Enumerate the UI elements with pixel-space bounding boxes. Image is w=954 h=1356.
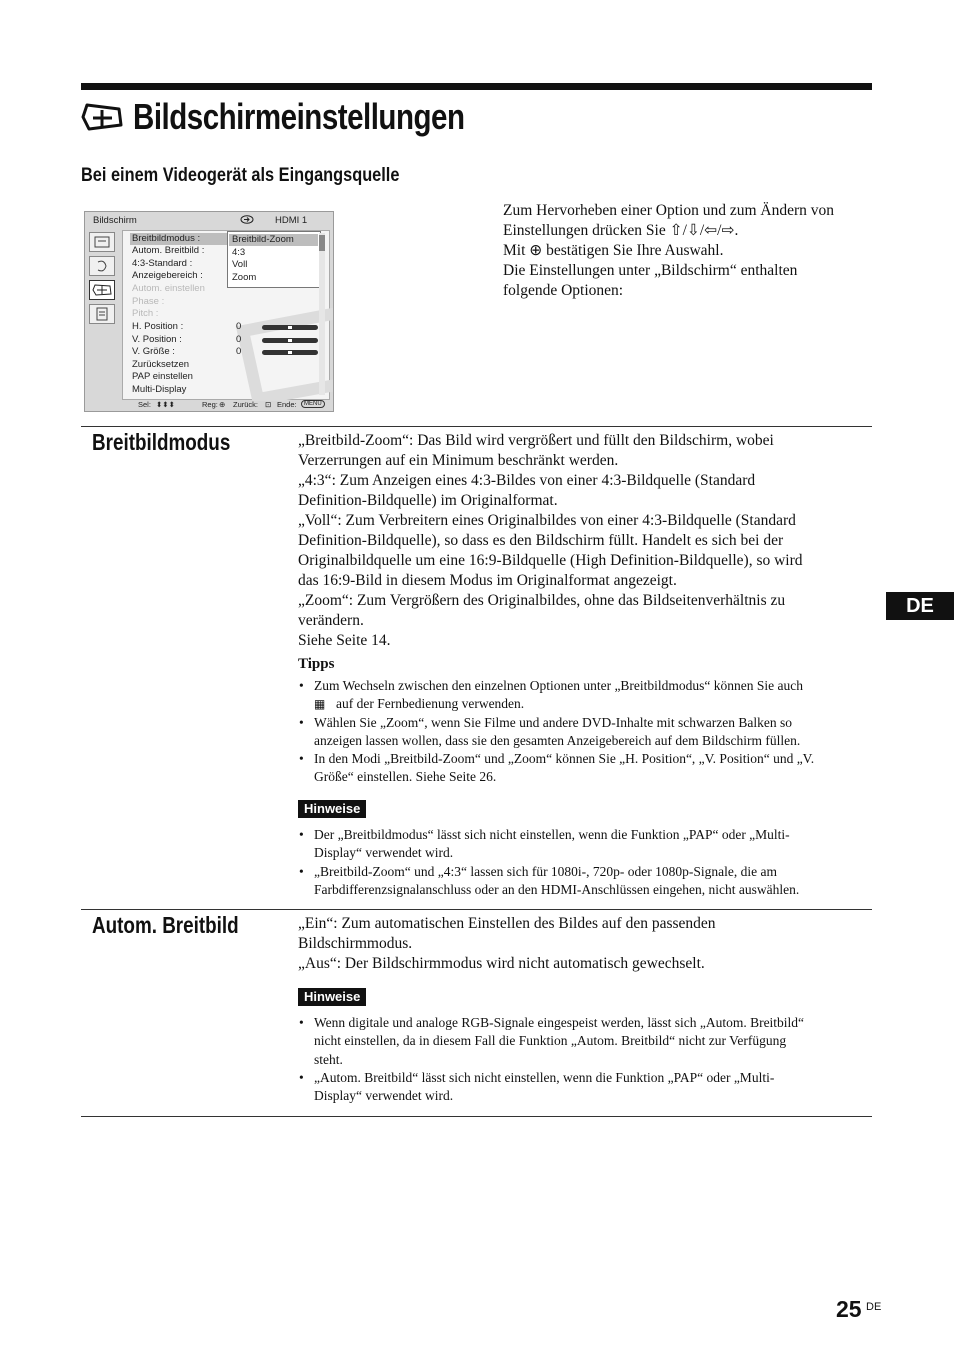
menu-value: 0 — [236, 334, 242, 345]
tip-line: anzeigen lassen wollen, dass sie den gesamten Anzeigebereich auf dem Bildschirm füllen. — [314, 732, 801, 748]
language-tab: DE — [886, 592, 954, 620]
menu-item: Autom. einstellen — [132, 283, 205, 294]
body-line: das 16:9-Bild in diesem Modus im Originalformat angezeigt. — [298, 572, 677, 589]
intro-line: folgende Optionen: — [503, 282, 624, 299]
menu-header: Bildschirm — [93, 215, 137, 226]
menu-scrollbar — [319, 233, 325, 395]
section-divider — [81, 426, 872, 427]
menu-item: Multi-Display — [132, 384, 187, 395]
note-line: nicht einstellen, da in diesem Fall die Funktion „Autom. Breitbild“ nicht zur Verfügung — [314, 1033, 787, 1049]
tip-line: auf der Fernbedienung verwenden. — [336, 696, 525, 712]
body-line: „4:3“: Zum Anzeigen eines 4:3-Bildes von einer 4:3-Bildquelle (Standard — [298, 472, 756, 489]
page-language: DE — [866, 1301, 882, 1313]
menu-item: Phase : — [132, 296, 165, 307]
setup-menu-icon — [89, 304, 115, 324]
body-line: „Aus“: Der Bildschirmmodus wird nicht automatisch gewechselt. — [298, 955, 705, 972]
section-heading: Autom. Breitbild — [92, 912, 239, 938]
page-number: 25 — [836, 1296, 862, 1322]
note-line: Display“ verwendet wird. — [314, 1088, 454, 1104]
body-line: Verzerrungen auf ein Minimum beschränkt werden. — [298, 452, 619, 469]
tip-item — [298, 677, 872, 714]
note-item — [298, 863, 872, 900]
v-size-slider — [262, 350, 318, 355]
subtitle: Bei einem Videogerät als Eingangsquelle — [81, 165, 400, 186]
menu-item: V. Größe : — [132, 346, 175, 357]
tip-item — [298, 750, 872, 787]
title-rule — [81, 83, 872, 90]
menu-item: Pitch : — [132, 308, 159, 319]
tip-line: • In den Modi „Breitbild-Zoom“ und „Zoom“ können Sie „H. Position“, „V. Position“ und „V. — [314, 751, 815, 767]
notes-list — [298, 1014, 872, 1105]
note-item — [298, 1014, 872, 1069]
screen-menu-icon — [89, 280, 115, 300]
footer-sel: Sel: — [138, 400, 151, 409]
note-line: • Wenn digitale und analoge RGB-Signale eingespeist werden, lässt sich „Autom. Breitbild“ — [314, 1015, 805, 1030]
tip-item — [298, 714, 872, 751]
notes-badge: Hinweise — [298, 988, 366, 1006]
note-line: • „Breitbild-Zoom“ und „4:3“ lassen sich für 1080i-, 720p- oder 1080p-Signale, die am — [314, 863, 778, 879]
menu-item: Breitbildmodus : — [130, 233, 228, 245]
tip-line: Größe“ einstellen. Siehe Seite 26. — [314, 769, 497, 785]
footer-end: Ende: — [277, 400, 297, 409]
body-line: „Zoom“: Zum Vergrößern des Originalbildes, ohne das Bildseitenverhältnis zu — [298, 592, 786, 609]
tip-line-with-icon — [314, 695, 872, 713]
tips-heading: Tipps — [298, 656, 335, 672]
note-line: • „Autom. Breitbild“ lässt sich nicht einstellen, wenn die Funktion „PAP“ oder „Multi- — [314, 1069, 775, 1085]
body-line: Definition-Bildquelle) im Originalformat. — [298, 492, 558, 509]
menu-item: Anzeigebereich : — [132, 270, 203, 281]
footer-back: Zurück: — [233, 400, 259, 409]
section-heading: Breitbildmodus — [92, 429, 231, 455]
menu-source: HDMI 1 — [275, 215, 308, 226]
menu-screenshot — [84, 211, 334, 412]
body-line: Originalbildquelle um eine 16:9-Bildquelle (High Definition-Bildquelle), so wird — [298, 552, 803, 569]
input-source-icon — [240, 215, 254, 224]
intro-line: Einstellungen drücken Sie ⇧/⇩/⇦/⇨. — [503, 222, 739, 239]
popup-option: Zoom — [232, 272, 257, 283]
menu-key: MENU — [301, 400, 325, 408]
note-item — [298, 826, 872, 863]
menu-panel — [122, 230, 330, 400]
page-title-row — [81, 94, 537, 140]
footer-reg: Reg: — [202, 400, 218, 409]
note-line: Display“ verwendet wird. — [314, 845, 454, 861]
note-item — [298, 1069, 872, 1106]
body-line: Definition-Bildquelle), so dass es den Bildschirm füllt. Handelt es sich bei der — [298, 532, 784, 549]
arrow-keys-icon: ⬍⬍⬍ — [156, 400, 175, 409]
enter-key-icon: ⊕ — [219, 400, 226, 409]
tip-line: • Zum Wechseln zwischen den einzelnen Optionen unter „Breitbildmodus“ können Sie auch — [314, 678, 804, 693]
h-position-slider — [262, 325, 318, 330]
section-body — [298, 431, 870, 651]
body-line: Siehe Seite 14. — [298, 632, 391, 649]
section-divider — [81, 1116, 872, 1117]
notes-badge: Hinweise — [298, 800, 366, 818]
v-position-slider — [262, 338, 318, 343]
menu-value: 0 — [236, 346, 242, 357]
menu-item: Zurücksetzen — [132, 359, 190, 370]
menu-value: 0 — [236, 321, 242, 332]
body-line: verändern. — [298, 612, 364, 629]
body-line: „Voll“: Zum Verbreitern eines Originalbildes von einer 4:3-Bildquelle (Standard — [298, 512, 796, 529]
note-line: Farbdifferenzsignalanschluss oder an den HDMI-Anschlüssen eingehen, nicht auswählen. — [314, 881, 800, 897]
menu-item: H. Position : — [132, 321, 184, 332]
sound-menu-icon — [89, 256, 115, 276]
note-line: • Der „Breitbildmodus“ lässt sich nicht einstellen, wenn die Funktion „PAP“ oder „Multi- — [314, 827, 790, 842]
menu-item: 4:3-Standard : — [132, 258, 193, 269]
popup-option: Voll — [232, 259, 248, 270]
intro-text — [503, 201, 878, 301]
option-popup — [227, 231, 321, 288]
intro-line: Zum Hervorheben einer Option und zum Ändern von — [503, 202, 835, 219]
menu-item: V. Position : — [132, 334, 182, 345]
tips-list — [298, 677, 872, 787]
back-key-icon: ⊡ — [265, 400, 272, 409]
menu-item: Autom. Breitbild : — [132, 245, 205, 256]
intro-line: Die Einstellungen unter „Bildschirm“ enthalten — [503, 262, 798, 279]
section-body — [298, 914, 870, 974]
page-title: Bildschirmeinstellungen — [133, 96, 465, 137]
body-line: „Breitbild-Zoom“: Das Bild wird vergrößert und füllt den Bildschirm, wobei — [298, 432, 774, 449]
tip-line: • Wählen Sie „Zoom“, wenn Sie Filme und andere DVD-Inhalte mit schwarzen Balken so — [314, 714, 792, 730]
body-line: „Ein“: Zum automatischen Einstellen des Bildes auf den passenden — [298, 915, 716, 932]
screen-settings-icon — [81, 99, 125, 135]
popup-option: Breitbild-Zoom — [229, 234, 318, 246]
popup-option: 4:3 — [232, 247, 246, 258]
picture-menu-icon — [89, 232, 115, 252]
intro-line: Mit ⊕ bestätigen Sie Ihre Auswahl. — [503, 242, 724, 259]
body-line: Bildschirmmodus. — [298, 935, 413, 952]
section-divider — [81, 909, 872, 910]
note-line: steht. — [314, 1051, 343, 1067]
menu-item: PAP einstellen — [132, 371, 193, 382]
wide-mode-button-icon: ▦ — [314, 697, 326, 712]
notes-list — [298, 826, 872, 899]
